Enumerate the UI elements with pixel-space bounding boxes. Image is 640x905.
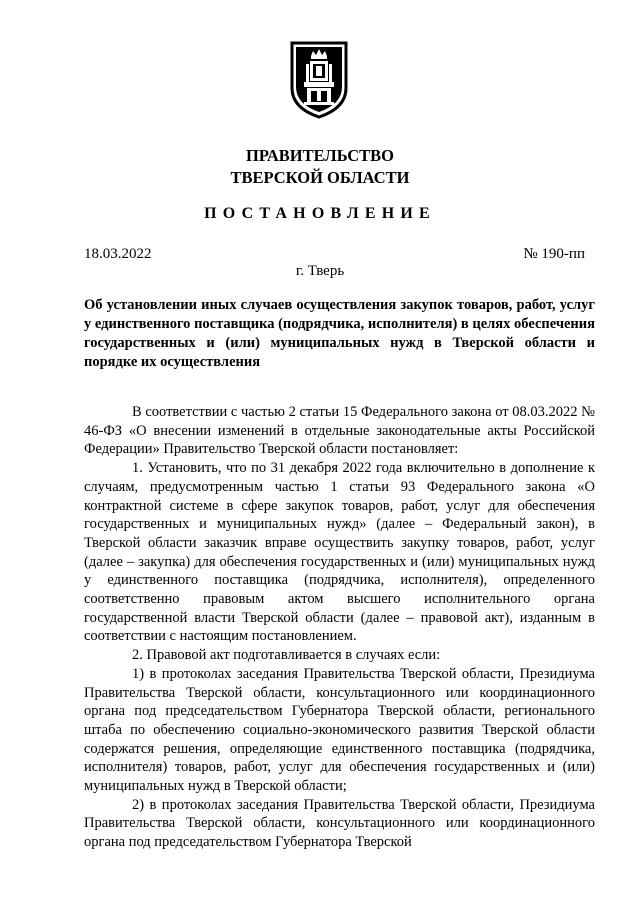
document-type: ПОСТАНОВЛЕНИЕ [204, 205, 436, 222]
tver-coat-of-arms-icon [289, 40, 349, 120]
paragraph-preamble: В соответствии с частью 2 статьи 15 Федерального закона от 08.03.2022 № 46-ФЗ «О внесении изменений в отдельные законодательные акты Российской Федерации» Правительство Тверской области постановляет: [84, 404, 595, 458]
document-date: 18.03.2022 [84, 246, 152, 262]
government-name-line2: ТВЕРСКОЙ ОБЛАСТИ [230, 168, 410, 187]
government-name-line1: ПРАВИТЕЛЬСТВО [246, 146, 394, 165]
paragraph-subitem-2: 2) в протоколах заседания Правительства Тверской области, Президиума Правительства Тверской области, консультационного или координационного органа под председательством Губернатора Тверской [84, 796, 595, 851]
document-number: № 190-пп [523, 246, 585, 262]
paragraph-item-1: 1. Установить, что по 31 декабря 2022 года включительно в дополнение к случаям, предусмотренным частью 1 статьи 93 Федерального закона «О контрактной системе в сфере закупок товаров, работ, услуг для обеспечения государственных и муниципальных нужд» (далее – Федеральный закон), в Тверской области заказчик вправе осуществить закупку товаров, работ, услуг (далее – закупка) для обеспечения государственных и (или) муниципальных нужд у единственного поставщика (подрядчика, исполнителя), определенного соответственно правовым актом высшего исполнительного органа государственной власти Тверской области (далее – правовой акт), изданным в соответствии с настоящим постановлением. [84, 460, 595, 645]
document-city: г. Тверь [295, 263, 345, 279]
paragraph-item-2: 2. Правовой акт подготавливается в случаях если: [132, 647, 441, 664]
document-title: Об установлении иных случаев осуществления закупок товаров, работ, услуг у единственного поставщика (подрядчика, исполнителя) в целях обеспечения государственных и (или) муниципальных нужд в Тверской области и порядке их осуществления [84, 297, 595, 370]
paragraph-subitem-1: 1) в протоколах заседания Правительства Тверской области, Президиума Правительства Тверской области, консультационного или координационного органа под председательством Губернатора Тверской области, регионального штаба по обеспечению социально-экономического развития Тверской области содержатся решения, определяющие единственного поставщика (подрядчика, исполнителя) товаров, работ, услуг для обеспечения государственных и (или) муниципальных нужд в Тверской области; [84, 665, 595, 795]
document-body [84, 403, 595, 852]
